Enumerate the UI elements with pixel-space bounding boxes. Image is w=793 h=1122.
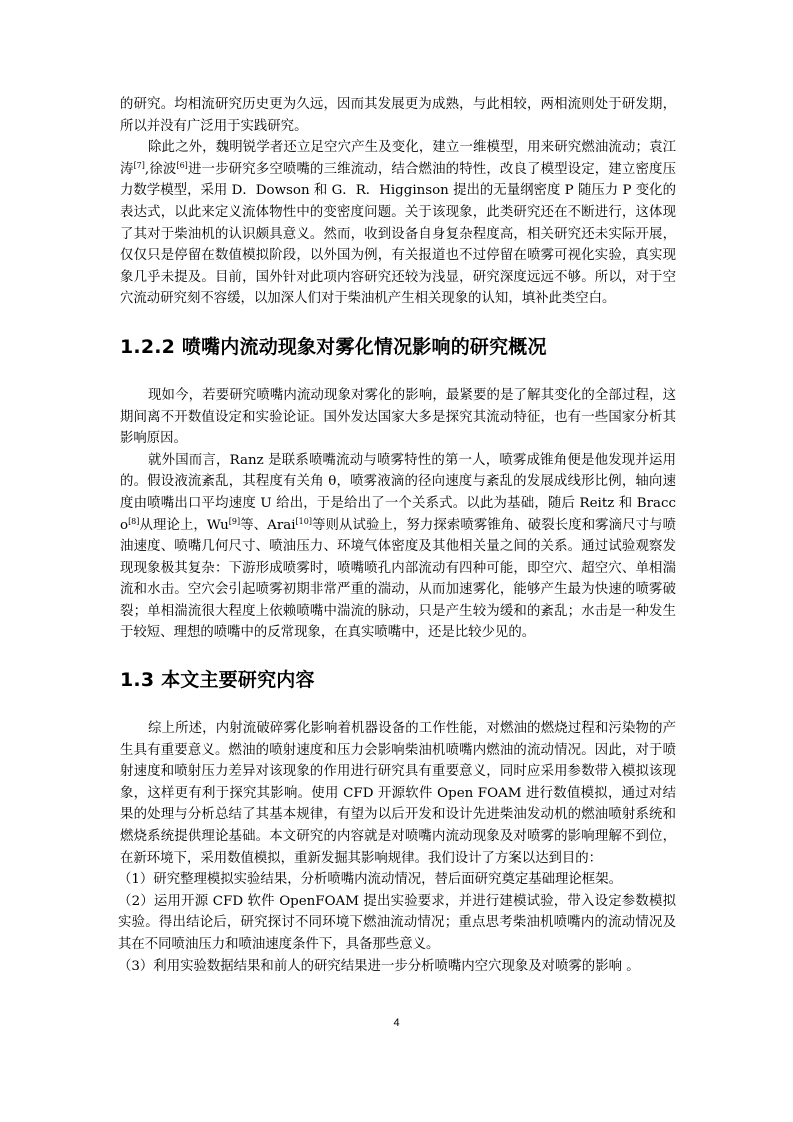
citation-ref: [7] (133, 160, 145, 170)
text-span: 进一步研究多空喷嘴的三维流动，结合燃油的特性，改良了模型设定，建立密度压力数学模型，采用 D．Dowson 和 G．R．Higginson 提出的无量纲密度 P 随压力 P 变化的表达式，以此来定义流体物性中的变密度问题。关于该现象，此类研究还在不断进行，这体现了其对于柴油机的认识颇具意义。然而，收到设备自身复杂程度高，相关研究还未实际开展，仅仅只是停留在数值模拟阶段，以外国为例，有关报道也不过停留在喷雾可视化实验，真实现象几乎未提及。目前，国外针对此项内容研究还较为浅显，研究深度远远不够。所以，对于空穴流动研究刻不容缓，以加深人们对于柴油机产生相关现象的认知，填补此类空白。 (120, 161, 677, 307)
text-span: 等则从试验上，努力探索喷雾锥角、破裂长度和雾滴尺寸与喷油速度、喷嘴几何尺寸、喷油压力、环境气体密度及其他相关量之间的关系。通过试验观察发现现象极其复杂：下游形成喷雾时，喷嘴喷孔内部流动有四种可能，即空穴、超空穴、单相湍流和水击。空穴会引起喷雾初期非常严重的湍动，从而加速雾化，能够产生最为快速的喷雾破裂；单相湍流很大程度上依赖喷嘴中湍流的脉动，只是产生较为缓和的紊乱；水击是一种发生于较短、理想的喷嘴中的反常现象，在真实喷嘴中，还是比较少见的。 (120, 517, 676, 641)
page-number: 4 (393, 1017, 400, 1029)
list-item: （1）研究整理模拟实验结果，分析喷嘴内流动情况，替后面研究奠定基础理论框架。 (118, 872, 622, 888)
list-item: （2）运用开源 CFD 软件 OpenFOAM 提出实验要求，并进行建模试验，带入设定参数模拟实验。得出结论后，研究探讨不同环境下燃油流动情况；重点思考柴油机喷嘴内的流动情况及其在不同喷油压力和喷油速度条件下，具备那些意义。 (118, 893, 676, 952)
citation-ref: [10] (295, 516, 312, 526)
text-span: 从理论上，Wu (139, 517, 229, 533)
text-span: ,徐波 (144, 161, 177, 177)
intro-paragraph-2 (120, 137, 676, 310)
list-item: （3）利用实验数据结果和前人的研究结果进一步分析喷嘴内空穴现象及对喷雾的影响 。 (118, 958, 640, 974)
text-span: 就外国而言，Ranz 是联系喷嘴流动与喷雾特性的第一人，喷雾成锥角便是他发现并运用的。假设液流紊乱，其程度有关角 θ，喷雾液滴的径向速度与紊乱的发展成线形比例，轴向速度由喷嘴出口平均速度 U 给出，于是给出了一个关系式。以此为基础，随后 Reitz 和 Bracco (120, 452, 676, 533)
objectives-list (118, 869, 676, 977)
citation-ref: [8] (128, 516, 140, 526)
section-heading-1-3: 1.3 本文主要研究内容 (120, 669, 315, 692)
section-heading-1-2-2: 1.2.2 喷嘴内流动现象对雾化情况影响的研究概况 (120, 335, 547, 358)
section-122-paragraph-1: 现如今，若要研究喷嘴内流动现象对雾化的影响，最紧要的是了解其变化的全部过程，这期间离不开数值设定和实验论证。国外发达国家大多是探究其流动特征，也有一些国家分析其影响原因。 (120, 387, 676, 447)
document-body (120, 94, 676, 977)
intro-paragraph-1: 的研究。均相流研究历史更为久远，因而其发展更为成熟，与此相较，两相流则处于研发期，所以并没有广泛用于实践研究。 (120, 97, 676, 134)
text-span: 等、Arai (240, 517, 296, 533)
section-13-paragraph-1: 综上所述，内射流破碎雾化影响着机器设备的工作性能，对燃油的燃烧过程和污染物的产生具有重要意义。燃油的喷射速度和压力会影响柴油机喷嘴内燃油的流动情况。因此，对于喷射速度和喷射压力差异对该现象的作用进行研究具有重要意义，同时应采用参数带入模拟该现象，这样更有利于探究其影响。使用 CFD 开源软件 Open FOAM 进行数值模拟，通过对结果的处理与分析总结了其基本规律，有望为以后开发和设计先进柴油发动机的燃油喷射系统和燃烧系统提供理论基础。本文研究的内容就是对喷嘴内流动现象及对喷雾的影响理解不到位，在新环境下，采用数值模拟，重新发掘其影响规律。我们设计了方案以达到目的： (120, 721, 676, 866)
citation-ref: [6] (176, 160, 188, 170)
text-span: 除此之外，魏明锐学者还立足空穴产生及变化，建立一维模型，用来研究燃油流动；袁江涛 (120, 140, 676, 177)
section-122-paragraph-2 (120, 450, 676, 644)
citation-ref: [9] (228, 516, 241, 526)
